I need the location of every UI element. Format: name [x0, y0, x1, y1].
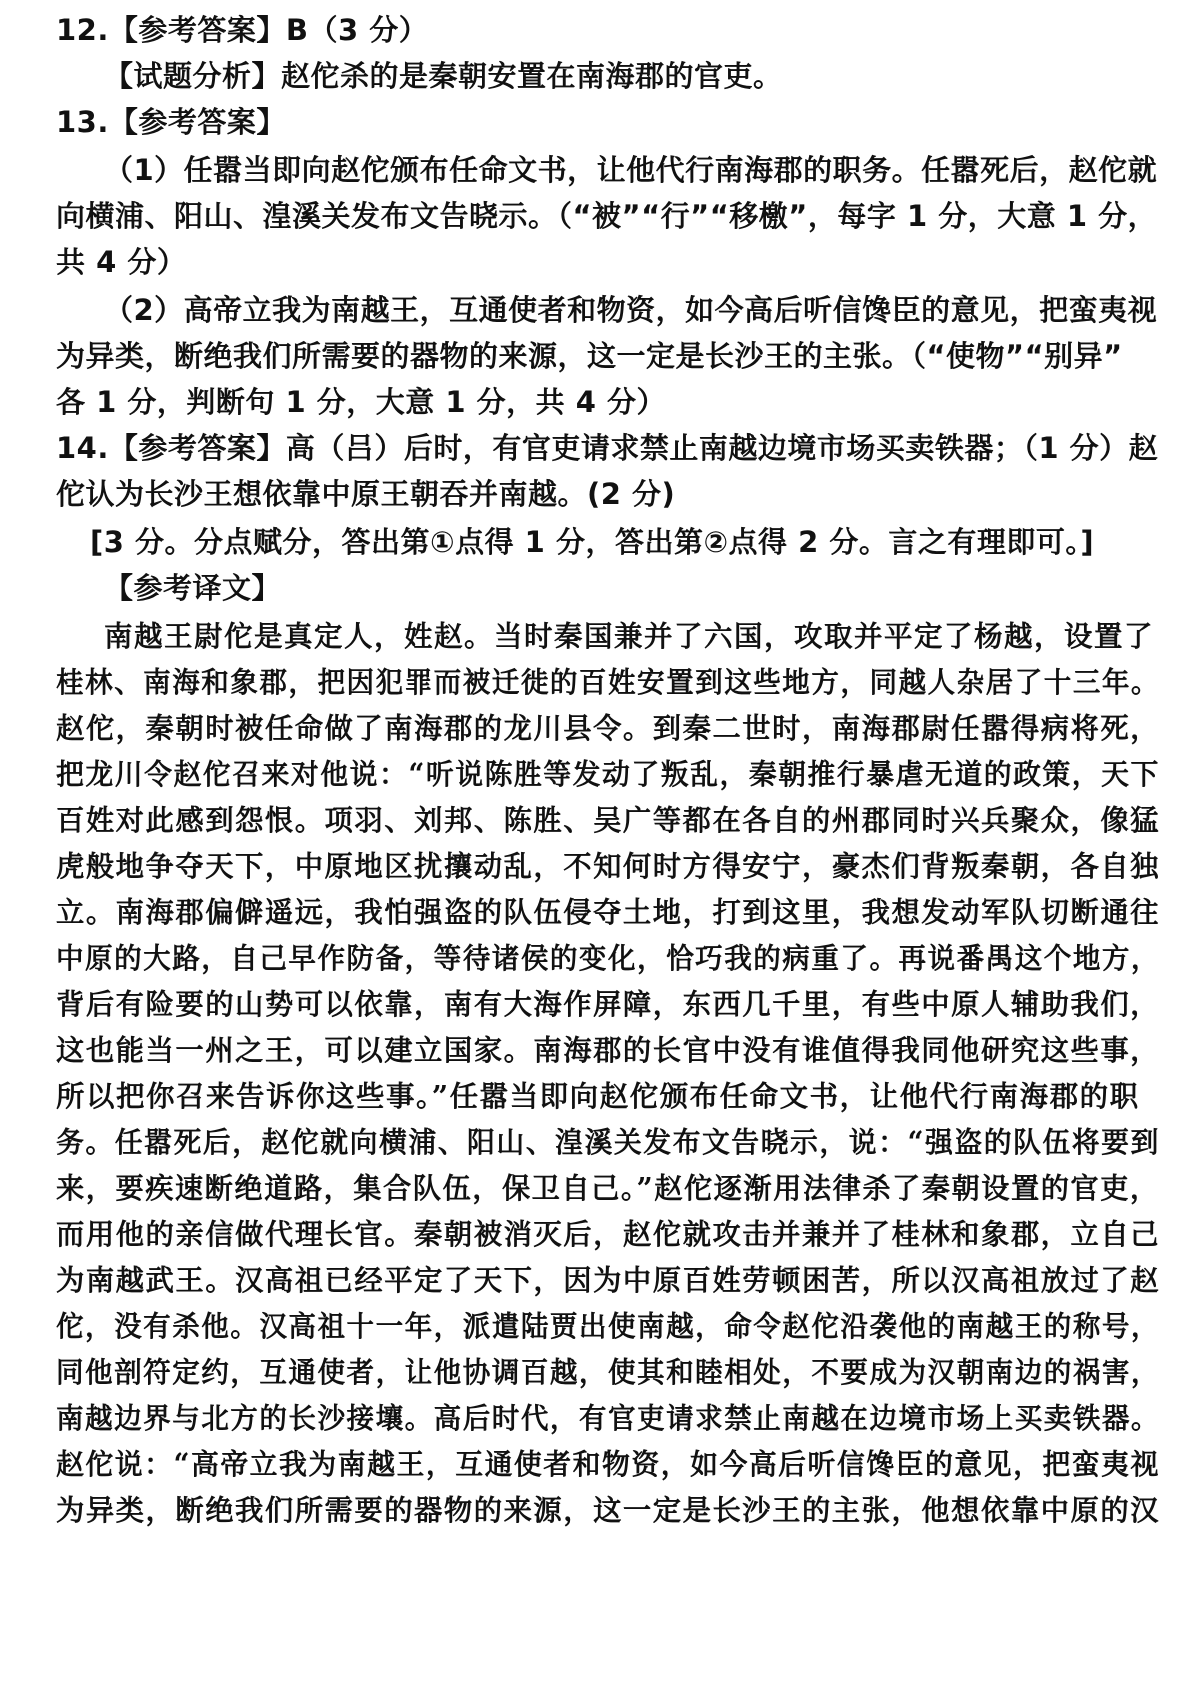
translation-line: 桂林、南海和象郡，把因犯罪而被迁徙的百姓安置到这些地方，同越人杂居了十三年。	[56, 665, 1160, 699]
q14-scoring-note: [3 分。分点赋分，答出第①点得 1 分，答出第②点得 2 分。言之有理即可。]	[90, 525, 1095, 559]
q13-part2-line1: （2）高帝立我为南越王，互通使者和物资，如今高后听信馋臣的意见，把蛮夷视	[104, 293, 1158, 327]
translation-line: 务。任嚣死后，赵佗就向横浦、阳山、湟溪关发布文告晓示，说：“强盗的队伍将要到	[56, 1125, 1160, 1159]
translation-line: 中原的大路，自己早作防备，等待诸侯的变化，恰巧我的病重了。再说番禺这个地方，	[56, 941, 1160, 975]
q14-answer-line1: 14.【参考答案】高（吕）后时，有官吏请求禁止南越边境市场买卖铁器；（1 分）赵	[56, 431, 1159, 465]
q13-part1-line2: 向横浦、阳山、湟溪关发布文告晓示。（“被”“行”“移檄”，每字 1 分，大意 1 分，	[56, 199, 1158, 233]
translation-line: 虎般地争夺天下，中原地区扰攘动乱，不知何时方得安宁，豪杰们背叛秦朝，各自独	[56, 849, 1161, 883]
translation-line: 所以把你召来告诉你这些事。”任嚣当即向赵佗颁布任命文书，让他代行南海郡的职	[56, 1079, 1140, 1113]
translation-line: 同他剖符定约，互通使者，让他协调百越，使其和睦相处，不要成为汉朝南边的祸害，	[56, 1355, 1160, 1389]
q13-part2-line3: 各 1 分，判断句 1 分，大意 1 分，共 4 分）	[56, 385, 666, 419]
q13-answer-heading: 13.【参考答案】	[56, 105, 286, 139]
translation-line: 百姓对此感到怨恨。项羽、刘邦、陈胜、吴广等都在各自的州郡同时兴兵聚众，像猛	[56, 803, 1161, 837]
translation-line: 来，要疾速断绝道路，集合队伍，保卫自己。”赵佗逐渐用法律杀了秦朝设置的官吏，	[56, 1171, 1160, 1205]
q13-part1-line3: 共 4 分）	[56, 245, 187, 279]
q13-part1-line1: （1）任嚣当即向赵佗颁布任命文书，让他代行南海郡的职务。任嚣死后，赵佗就	[104, 153, 1158, 187]
translation-line: 赵佗，秦朝时被任命做了南海郡的龙川县令。到秦二世时，南海郡尉任嚣得病将死，	[56, 711, 1161, 745]
translation-line: 背后有险要的山势可以依靠，南有大海作屏障，东西几千里，有些中原人辅助我们，	[56, 987, 1161, 1021]
translation-heading: 【参考译文】	[104, 571, 282, 605]
translation-line: 为南越武王。汉高祖已经平定了天下，因为中原百姓劳顿困苦，所以汉高祖放过了赵	[56, 1263, 1161, 1297]
translation-line: 把龙川令赵佗召来对他说：“听说陈胜等发动了叛乱，秦朝推行暴虐无道的政策，天下	[56, 757, 1160, 791]
q14-answer-line2: 佗认为长沙王想依靠中原王朝吞并南越。(2 分)	[56, 477, 676, 511]
q12-answer: 12.【参考答案】B（3 分）	[56, 13, 429, 47]
translation-line: 南越王尉佗是真定人，姓赵。当时秦国兼并了六国，攻取并平定了杨越，设置了	[104, 619, 1155, 653]
q12-analysis: 【试题分析】赵佗杀的是秦朝安置在南海郡的官吏。	[104, 59, 783, 93]
translation-line: 佗，没有杀他。汉高祖十一年，派遣陆贾出使南越，命令赵佗沿袭他的南越王的称号，	[56, 1309, 1160, 1343]
translation-line: 而用他的亲信做代理长官。秦朝被消灭后，赵佗就攻击并兼并了桂林和象郡，立自己	[56, 1217, 1161, 1251]
q13-part2-line2: 为异类，断绝我们所需要的器物的来源，这一定是长沙王的主张。（“使物”“别异”	[56, 339, 1123, 373]
translation-line: 立。南海郡偏僻遥远，我怕强盗的队伍侵夺土地，打到这里，我想发动军队切断通往	[56, 895, 1161, 929]
translation-line: 南越边界与北方的长沙接壤。高后时代，有官吏请求禁止南越在边境市场上买卖铁器。	[56, 1401, 1160, 1435]
translation-line: 这也能当一州之王，可以建立国家。南海郡的长官中没有谁值得我同他研究这些事，	[56, 1033, 1161, 1067]
translation-line: 赵佗说：“高帝立我为南越王，互通使者和物资，如今高后听信馋臣的意见，把蛮夷视	[56, 1447, 1160, 1481]
translation-line: 为异类，断绝我们所需要的器物的来源，这一定是长沙王的主张，他想依靠中原的汉	[56, 1493, 1161, 1527]
